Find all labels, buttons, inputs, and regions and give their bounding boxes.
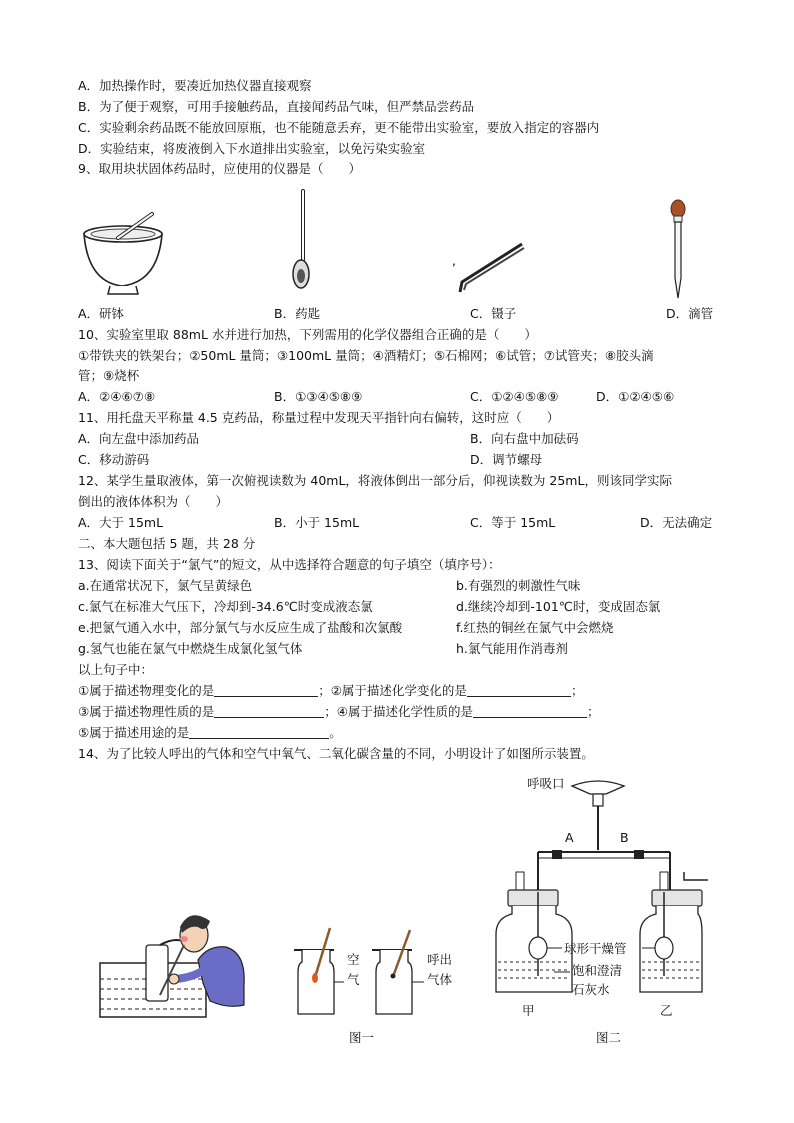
q13-blank4-label: ；④属于描述化学性质的是 bbox=[324, 704, 473, 719]
q8-option-d: D．实验结束，将废液倒入下水道排出实验室，以免污染实验室 bbox=[78, 141, 426, 156]
q12-stem-line2: 倒出的液体体积为（ ） bbox=[78, 494, 229, 509]
q13-blank5-label: 属于描述用途的是 bbox=[89, 725, 190, 740]
svg-text:,: , bbox=[452, 253, 456, 268]
tweezers-image bbox=[452, 240, 527, 295]
q10-option-d: D．①②④⑤⑥ bbox=[596, 389, 675, 404]
q13-sentence-c: c.氯气在标准大气压下，冷却到-34.6℃时变成液态氯 bbox=[78, 599, 373, 614]
fig1-air-label-1: 空 bbox=[347, 952, 360, 967]
section-heading: 二、本大题包括 5 题，共 28 分 bbox=[78, 536, 256, 551]
fig2-limewater-label-1: 饱和澄清 bbox=[572, 963, 623, 978]
q13-blank-row3 bbox=[78, 725, 342, 741]
q13-blank2-label: ；②属于描述化学变化的是 bbox=[318, 683, 467, 698]
q13-sentence-d: d.继续冷却到-101℃时，变成固态氯 bbox=[456, 599, 661, 614]
q10-stem: 10、实验室里取 88mL 水并进行加热，下列需用的化学仪器组合正确的是（ ） bbox=[78, 327, 537, 342]
q13-blank1-label: ①属于描述物理变化的是 bbox=[78, 683, 215, 698]
figure1-bottles bbox=[290, 928, 470, 1028]
q13-blank-row2 bbox=[78, 704, 599, 720]
q13-blank5-prefix: ⑤ bbox=[78, 725, 90, 740]
fig2-mouthpiece-label: 呼吸口 bbox=[527, 776, 565, 791]
q8-option-a: A．加热操作时，要凑近加热仪器直接观察 bbox=[78, 78, 312, 93]
q12-option-d: D．无法确定 bbox=[640, 515, 713, 530]
q9-option-a: A．研钵 bbox=[78, 306, 125, 321]
q13-period: 。 bbox=[329, 725, 342, 740]
q9-option-d: D．滴管 bbox=[666, 306, 714, 321]
dropper-image bbox=[668, 198, 688, 300]
q11-option-b: B．向右盘中加砝码 bbox=[470, 431, 579, 446]
fig2-label-jia: 甲 bbox=[522, 1003, 535, 1018]
fig1-air-label-2: 气 bbox=[347, 972, 360, 987]
q12-option-a: A．大于 15mL bbox=[78, 515, 164, 530]
q14-stem: 14、为了比较人呼出的气体和空气中氧气、二氧化碳含量的不同，小明设计了如图所示装置。 bbox=[78, 746, 594, 761]
q11-option-c: C．移动游码 bbox=[78, 452, 150, 467]
q8-option-c: C．实验剩余药品既不能放回原瓶，也不能随意丢弃，更不能带出实验室，要放入指定的容器内 bbox=[78, 120, 600, 135]
q11-stem: 11、用托盘天平称量 4.5 克药品，称量过程中发现天平指针向右偏转，这时应（ ） bbox=[78, 410, 560, 425]
answer-blank-3[interactable] bbox=[214, 704, 324, 718]
fig2-label-a: A bbox=[565, 830, 574, 845]
figure2-apparatus bbox=[494, 772, 714, 1022]
student-blowing-illustration bbox=[98, 905, 248, 1025]
q13-semicolon-1: ； bbox=[570, 683, 584, 698]
answer-blank-4[interactable] bbox=[473, 704, 587, 718]
fig2-label-b: B bbox=[620, 830, 629, 845]
q13-sentence-g: g.氢气也能在氯气中燃烧生成氯化氢气体 bbox=[78, 641, 303, 656]
q13-blank-row1 bbox=[78, 683, 583, 699]
q8-option-b: B．为了便于观察，可用手接触药品，直接闻药品气味，但严禁品尝药品 bbox=[78, 99, 475, 114]
q9-stem: 9、取用块状固体药品时，应使用的仪器是（ ） bbox=[78, 161, 361, 176]
q10-option-c: C．①②④⑤⑧⑨ bbox=[470, 389, 559, 404]
fig1-exhale-label-1: 呼出 bbox=[427, 952, 453, 967]
q13-semicolon-2: ； bbox=[586, 704, 600, 719]
fig2-drying-tube-label: 球形干燥管 bbox=[564, 941, 627, 956]
q13-sentence-a: a.在通常状况下，氯气呈黄绿色 bbox=[78, 578, 253, 593]
fig2-limewater-label-2: 石灰水 bbox=[572, 982, 610, 997]
q13-sentence-e: e.把氯气通入水中，部分氯气与水反应生成了盐酸和次氯酸 bbox=[78, 620, 403, 635]
answer-blank-5[interactable] bbox=[189, 725, 329, 739]
q9-option-b: B．药匙 bbox=[274, 306, 321, 321]
q10-option-a: A．②④⑥⑦⑧ bbox=[78, 389, 156, 404]
q10-list-line1: ①带铁夹的铁架台；②50mL 量筒；③100mL 量筒；④酒精灯；⑤石棉网；⑥试管；⑦试管夹；⑧胶头滴 bbox=[78, 348, 654, 363]
answer-blank-1[interactable] bbox=[214, 683, 318, 697]
q13-blank3-label: 属于描述物理性质的是 bbox=[89, 704, 215, 719]
q10-option-b: B．①③④⑤⑧⑨ bbox=[274, 389, 363, 404]
q13-stem: 13、阅读下面关于“氯气”的短文，从中选择符合题意的句子填空（填序号）： bbox=[78, 557, 501, 572]
mortar-image bbox=[80, 212, 170, 297]
q13-sentence-h: h.氯气能用作消毒剂 bbox=[456, 641, 568, 656]
figure2-caption: 图二 bbox=[596, 1030, 622, 1045]
fig1-exhale-label-2: 气体 bbox=[427, 972, 453, 987]
q12-option-c: C．等于 15mL bbox=[470, 515, 556, 530]
q11-option-a: A．向左盘中添加药品 bbox=[78, 431, 200, 446]
q12-stem-line1: 12、某学生量取液体，第一次俯视读数为 40mL，将液体倒出一部分后，仰视读数为 25mL，则该同学实际 bbox=[78, 473, 672, 488]
q13-sentence-b: b.有强烈的刺激性气味 bbox=[456, 578, 581, 593]
q13-blank3-prefix: ③ bbox=[78, 704, 90, 719]
q11-option-d: D．调节螺母 bbox=[470, 452, 543, 467]
q12-option-b: B．小于 15mL bbox=[274, 515, 360, 530]
q13-intro: 以上句子中： bbox=[78, 662, 154, 677]
answer-blank-2[interactable] bbox=[467, 683, 571, 697]
fig2-label-yi: 乙 bbox=[660, 1003, 673, 1018]
q10-list-line2: 管；⑨烧杯 bbox=[78, 368, 140, 383]
spatula-image bbox=[288, 188, 318, 293]
q9-option-c: C．镊子 bbox=[470, 306, 517, 321]
q13-sentence-f: f.红热的铜丝在氯气中会燃烧 bbox=[456, 620, 614, 635]
figure1-caption: 图一 bbox=[349, 1030, 375, 1045]
